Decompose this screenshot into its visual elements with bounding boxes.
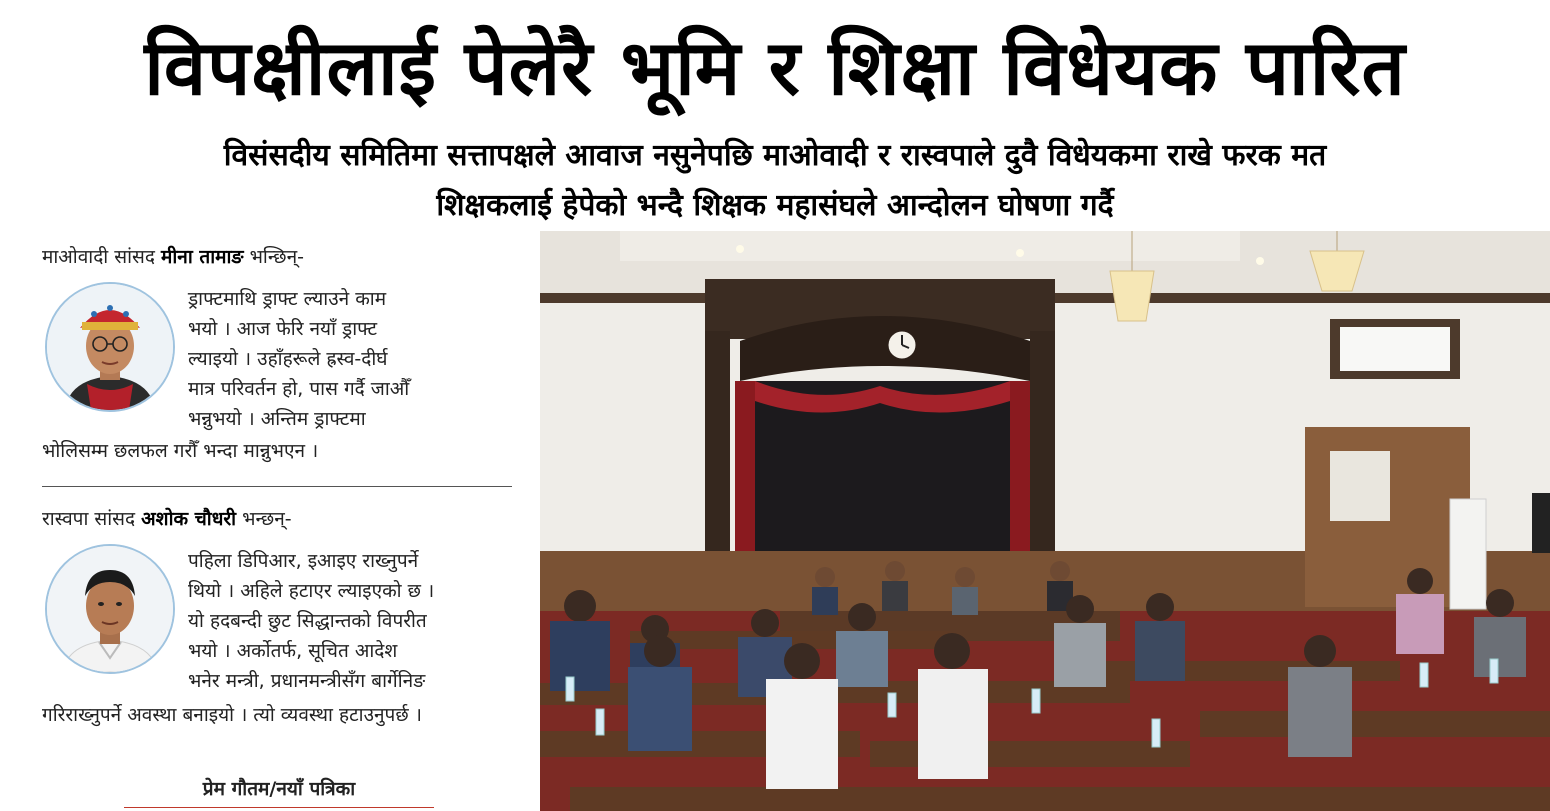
quote-2-verb: भन्छन्- — [242, 508, 292, 530]
quote-2-line: भयो । अर्कोतर्फ, सूचित आदेश — [188, 640, 398, 662]
quotes-column — [0, 232, 530, 811]
headline: विपक्षीलाई पेलेरै भूमि र शिक्षा विधेयक पारित — [144, 23, 1406, 112]
quote-1-party-role: माओवादी सांसद — [42, 246, 155, 268]
photo-credit — [124, 776, 434, 802]
quote-2-speaker: अशोक चौधरी — [141, 508, 237, 530]
quote-2-line: गरिराख्नुपर्ने अवस्था बनाइयो । त्यो व्यवस्था हटाउनुपर्छ । — [42, 704, 422, 726]
quote-2-line: यो हदबन्दी छुट सिद्धान्तको विपरीत — [188, 610, 427, 632]
quote-divider — [42, 486, 512, 487]
quote-1-line: मात्र परिवर्तन हो, पास गर्दै जाऔँ — [188, 378, 410, 400]
committee-meeting-hall-photo — [540, 231, 1550, 811]
man-portrait-photo — [45, 544, 175, 674]
credit-author: प्रेम गौतम — [202, 778, 270, 800]
quote-2-line: पहिला डिपिआर, इआइए राख्नुपर्ने — [188, 550, 419, 572]
quote-1-verb: भन्छिन्- — [249, 246, 304, 268]
subheadline-2: शिक्षकलाई हेपेको भन्दै शिक्षक महासंघले आन्दोलन घोषणा गर्दै — [436, 188, 1114, 223]
quote-2-intro — [42, 506, 292, 532]
quote-1-line: भयो । आज फेरि नयाँ ड्राफ्ट — [188, 318, 378, 340]
quote-1-speaker: मीना तामाङ — [161, 246, 244, 268]
quote-1-intro — [42, 244, 304, 270]
quote-1-line: भोलिसम्म छलफल गरौँ भन्दा मान्नुभएन । — [42, 440, 319, 462]
quote-1-line: ल्याइयो । उहाँहरूले ह्रस्व-दीर्घ — [188, 348, 388, 370]
quote-2-party-role: रास्वपा सांसद — [42, 508, 136, 530]
subheadline-1: विसंसदीय समितिमा सत्तापक्षले आवाज नसुनेपछि माओवादी र रास्वपाले दुवै विधेयकमा राखे फरक मत — [223, 138, 1327, 173]
quote-2-line: थियो । अहिले हटाएर ल्याइएको छ । — [188, 580, 435, 602]
quote-2-line: भनेर मन्त्री, प्रधानमन्त्रीसँग बार्गेनिङ — [188, 670, 426, 692]
credit-separator: / — [269, 778, 277, 800]
credit-underline — [124, 807, 434, 808]
credit-outlet: नयाँ पत्रिका — [276, 778, 356, 800]
quote-1-line: भन्नुभयो । अन्तिम ड्राफ्टमा — [188, 408, 366, 430]
quote-1-line: ड्राफ्टमाथि ड्राफ्ट ल्याउने काम — [188, 288, 387, 310]
woman-portrait-photo — [45, 282, 175, 412]
